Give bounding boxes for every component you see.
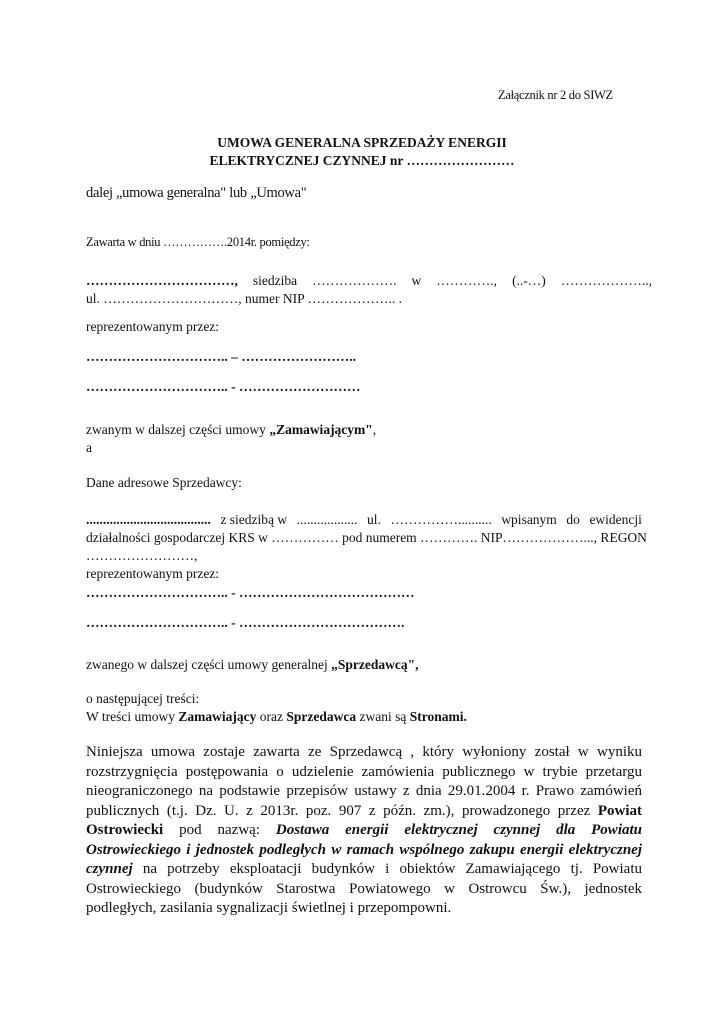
title-line-1: UMOWA GENERALNA SPRZEDAŻY ENERGII xyxy=(217,135,507,150)
party2-street-dots: …………….......... xyxy=(390,512,492,527)
party2-name: ..................................... xyxy=(86,512,211,527)
parties-mid: oraz xyxy=(256,709,287,724)
parties-term: Stronami. xyxy=(409,709,467,724)
party2-line-1 xyxy=(86,511,642,529)
title-line-2: ELEKTRYCZNEJ CZYNNEJ nr …………………… xyxy=(209,153,515,168)
party2-called xyxy=(86,656,419,674)
party2-called-name: „Sprzedawcą", xyxy=(331,657,419,672)
party2-seat: z siedzibą w xyxy=(220,512,288,527)
preamble-end: na potrzeby eksploatacji budynków i obiektów Zamawiającego tj. Powiatu Ostrowieckiego (budynków Starostwa Powiatowego w Ostrowcu Św.), jednostek podległych, zasilania sygnalizacji świetlnej i przepompowni. xyxy=(86,861,642,916)
following-text: o następującej treści: xyxy=(86,691,200,706)
party1-name: ……………………………, xyxy=(86,273,238,288)
party1-city-dots: …………., xyxy=(436,273,498,288)
party1-called xyxy=(86,421,376,439)
subtitle: dalej „umowa generalna" lub „Umowa" xyxy=(86,185,307,201)
party1-seat-dots: ………………. xyxy=(312,273,397,288)
party2-street: ul. xyxy=(367,512,381,527)
party1-line-2: ul. …………………………, numer NIP ……………….. . xyxy=(86,291,402,306)
parties-prefix: W treści umowy xyxy=(86,709,179,724)
party1-seat-label: siedziba xyxy=(252,273,298,288)
preamble-paragraph xyxy=(86,743,642,919)
party2-rep-2: ………………………….. - ………………………………. xyxy=(86,615,405,630)
preamble-buyer-name: Powiat Ostrowiecki xyxy=(86,802,642,838)
party1-end-dots: ……………….., xyxy=(560,273,652,288)
party1-line-1 xyxy=(86,272,652,290)
party2-seat-dots: .................. xyxy=(296,512,358,527)
party2-line-3: ……………………, xyxy=(86,548,198,563)
parties-buyer: Zamawiający xyxy=(178,709,257,724)
party1-called-name: „Zamawiającym" xyxy=(269,422,373,437)
concluded-date: Zawarta w dniu …………….2014r. pomiędzy: xyxy=(86,235,310,249)
preamble-mid: pod nazwą: xyxy=(163,822,276,838)
party2-line-2: działalności gospodarczej KRS w …………… pod numerem …………. NIP………………..., REGON xyxy=(86,530,647,545)
party2-represented: reprezentowanym przez: xyxy=(86,566,220,581)
party2-address-label: Dane adresowe Sprzedawcy: xyxy=(86,475,242,490)
party1-called-prefix: zwanym w dalszej części umowy xyxy=(86,422,270,437)
conjunction: a xyxy=(86,440,92,455)
attachment-label: Załącznik nr 2 do SIWZ xyxy=(498,88,613,102)
party2-to: do xyxy=(566,512,580,527)
party1-called-suffix: , xyxy=(372,422,377,437)
parties-mid2: zwani są xyxy=(356,709,410,724)
party2-registry: ewidencji xyxy=(589,512,642,527)
party1-represented: reprezentowanym przez: xyxy=(86,319,220,334)
party2-called-prefix: zwanego w dalszej części umowy generalnej xyxy=(86,657,332,672)
preamble-text: Niniejsza umowa zostaje zawarta ze Sprzedawcą , który wyłoniony został w wyniku rozstrzygnięcia postępowania o udzielenie zamówienia publicznego w trybie przetargu nieograniczonego na podstawie przepisów ustawy z dnia 29.01.2004 r. Prawo zamówień publicznych (t.j. Dz. U. z 2013r. poz. 907 z późn. zm.), prowadzonego przez xyxy=(86,744,642,819)
party1-rep-1: ………………………….. – …………………….. xyxy=(86,349,356,364)
party2-rep-1: ………………………….. - ………………………………… xyxy=(86,585,415,600)
party1-in-label: w xyxy=(411,273,422,288)
party2-entered: wpisanym xyxy=(501,512,557,527)
party1-rep-2: ………………………….. - ……………………… xyxy=(86,379,361,394)
party1-postal-code: (..-…) xyxy=(512,273,546,288)
parties-seller: Sprzedawca xyxy=(286,709,357,724)
parties-definition xyxy=(86,708,467,726)
preamble-contract-name: Dostawa energii elektrycznej czynnej dla Powiatu Ostrowieckiego i jednostek podległych w ramach wspólnego zakupu energii elektrycznej czynnej xyxy=(86,822,642,877)
